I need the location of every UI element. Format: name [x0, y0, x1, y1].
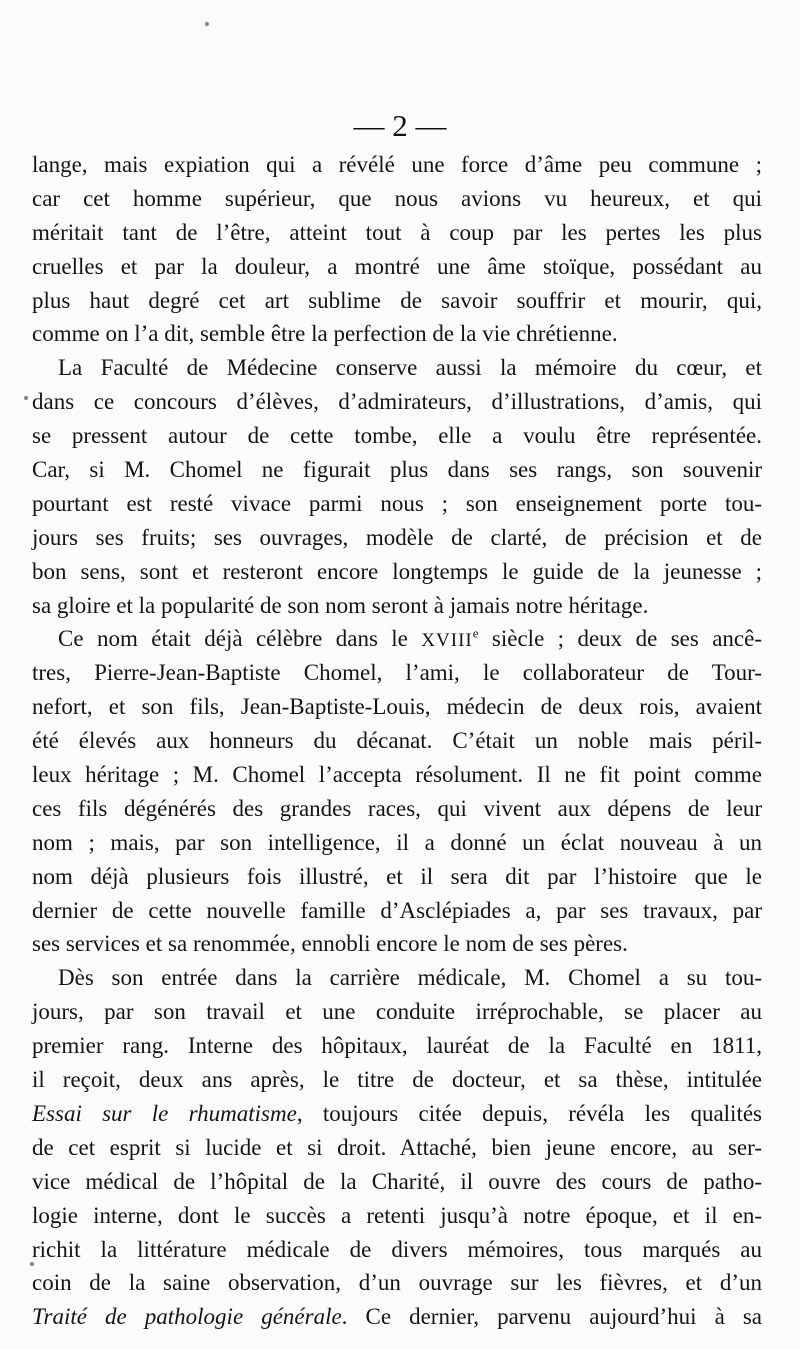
text-line: se pressent autour de cette tombe, elle a voulu être représentée. [32, 423, 762, 449]
body-text [32, 148, 762, 1334]
text-line: premier rang. Interne des hôpitaux, lauréat de la Faculté en 1811, [32, 1033, 762, 1059]
text-fragment: , toujours citée depuis, révéla les qualités [296, 1100, 762, 1126]
text-fragment: . Ce dernier, parvenu aujourd’hui à sa [341, 1304, 762, 1330]
text-line: cruelles et par la douleur, a montré une âme stoïque, possédant au [32, 253, 762, 279]
text-line-thesis [32, 1097, 762, 1131]
text-line-treatise [32, 1300, 762, 1334]
text-fragment: siècle ; deux de ses ancê- [478, 626, 762, 652]
text-line: car cet homme supérieur, que nous avions vu heureux, et qui [32, 185, 762, 211]
text-line: Car, si M. Chomel ne figurait plus dans ses rangs, son souvenir [32, 457, 762, 483]
text-line: vice médical de l’hôpital de la Charité, il ouvre des cours de patho- [32, 1168, 762, 1194]
text-line: logie interne, dont le succès a retenti jusqu’à notre époque, et il en- [32, 1202, 762, 1228]
text-line: été élevés aux honneurs du décanat. C’était un noble mais péril- [32, 728, 762, 754]
ink-speck [205, 22, 209, 26]
page-number: — 2 — [353, 108, 447, 143]
text-line: pourtant est resté vivace parmi nous ; son enseignement porte tou- [32, 490, 762, 516]
text-line: nefort, et son fils, Jean-Baptiste-Louis, médecin de deux rois, avaient [32, 694, 762, 720]
text-line: jours, par son travail et une conduite irréprochable, se placer au [32, 999, 762, 1025]
treatise-title: Traité de pathologie générale [32, 1304, 342, 1330]
text-line: plus haut degré cet art sublime de savoir souffrir et mourir, qui, [32, 287, 762, 313]
text-line: La Faculté de Médecine conserve aussi la mémoire du cœur, et [58, 355, 762, 381]
text-line: ces fils dégénérés des grandes races, qui vivent aux dépens de leur [32, 795, 762, 821]
text-line: méritait tant de l’être, atteint tout à coup par les pertes les plus [32, 219, 762, 245]
text-line-century [32, 622, 762, 656]
text-line: coin de la saine observation, d’un ouvrage sur les fièvres, et d’un [32, 1270, 762, 1296]
text-line: jours ses fruits; ses ouvrages, modèle de clarté, de précision et de [32, 524, 762, 550]
text-line: nom ; mais, par son intelligence, il a donné un éclat nouveau à un [32, 829, 762, 855]
text-line: dernier de cette nouvelle famille d’Asclépiades a, par ses travaux, par [32, 897, 762, 923]
text-line: de cet esprit si lucide et si droit. Attaché, bien jeune encore, au ser- [32, 1134, 762, 1160]
superscript: e [472, 625, 479, 641]
text-line: richit la littérature médicale de divers mémoires, tous marqués au [32, 1236, 762, 1262]
century-numeral: XVIII [421, 630, 473, 652]
text-line: sa gloire et la popularité de son nom seront à jamais notre héritage. [32, 592, 649, 618]
text-line: il reçoit, deux ans après, le titre de docteur, et sa thèse, intitulée [32, 1067, 762, 1093]
text-line: dans ce concours d’élèves, d’admirateurs, d’illustrations, d’amis, qui [32, 389, 762, 415]
ink-speck [24, 396, 28, 400]
text-line: nom déjà plusieurs fois illustré, et il sera dit par l’histoire que le [32, 863, 762, 889]
text-line: comme on l’a dit, semble être la perfection de la vie chrétienne. [32, 321, 618, 347]
text-line: bon sens, sont et resteront encore longtemps le guide de la jeunesse ; [32, 558, 762, 584]
text-line: tres, Pierre-Jean-Baptiste Chomel, l’ami, le collaborateur de Tour- [32, 660, 762, 686]
text-fragment: Ce nom était déjà célèbre dans le [58, 626, 422, 652]
thesis-title: Essai sur le rhumatisme [32, 1100, 297, 1126]
text-line: leux héritage ; M. Chomel l’accepta résolument. Il ne fit point comme [32, 762, 762, 788]
text-line: Dès son entrée dans la carrière médicale, M. Chomel a su tou- [58, 965, 762, 991]
text-line: ses services et sa renommée, ennobli encore le nom de ses pères. [32, 931, 628, 957]
text-line: lange, mais expiation qui a révélé une force d’âme peu commune ; [32, 152, 762, 177]
